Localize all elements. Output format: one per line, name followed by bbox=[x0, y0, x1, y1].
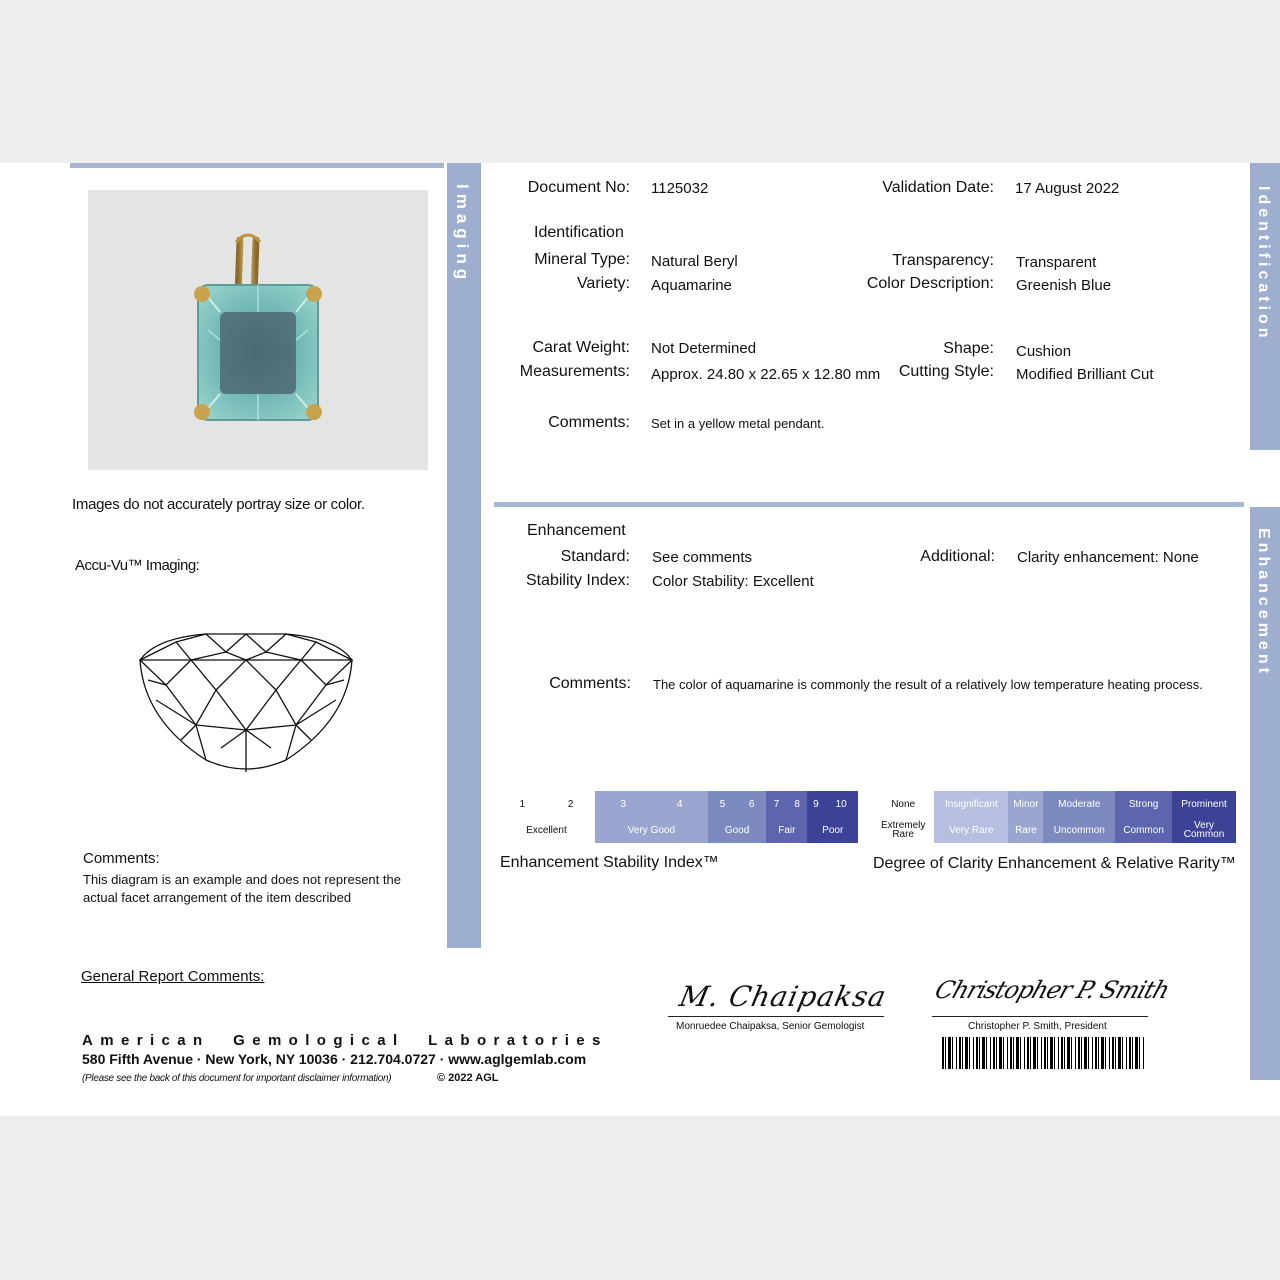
imaging-comments-line2: actual facet arrangement of the item described bbox=[83, 890, 352, 905]
enhancement-tab-label: Enhancement bbox=[1255, 528, 1272, 677]
stability-number: 7 bbox=[766, 791, 787, 817]
rarity-line-1: Common bbox=[1123, 824, 1164, 836]
signature-line-2 bbox=[932, 1016, 1148, 1017]
rarity-line-1: Very bbox=[1194, 820, 1215, 831]
stability-number-row bbox=[498, 791, 858, 817]
rarity-cell bbox=[872, 817, 934, 843]
rarity-line-1: Uncommon bbox=[1053, 824, 1105, 836]
stability-number: 2 bbox=[546, 791, 594, 817]
additional: Clarity enhancement: None bbox=[1017, 549, 1199, 566]
copyright: © 2022 AGL bbox=[437, 1072, 499, 1084]
clarity-degree: Strong bbox=[1115, 791, 1172, 817]
enhancement-comments-label: Comments: bbox=[549, 675, 631, 692]
transparency-label: Transparency: bbox=[892, 252, 994, 269]
signer-2-name: Christopher P. Smith, President bbox=[968, 1021, 1107, 1032]
clarity-scale bbox=[872, 791, 1236, 843]
stability-grade: Good bbox=[708, 817, 766, 843]
stability-grade: Fair bbox=[766, 817, 807, 843]
rarity-line-2: Rare bbox=[892, 829, 914, 840]
variety: Aquamarine bbox=[651, 277, 732, 294]
facet-diagram bbox=[136, 630, 356, 775]
stability-grade: Excellent bbox=[498, 817, 595, 843]
rarity-line-1: Very Rare bbox=[949, 824, 994, 836]
validation-date-label: Validation Date: bbox=[882, 179, 994, 196]
mineral-type-label: Mineral Type: bbox=[534, 251, 630, 268]
stability-grade: Very Good bbox=[595, 817, 708, 843]
stability-number: 6 bbox=[737, 791, 766, 817]
stability-number: 5 bbox=[708, 791, 737, 817]
carat-weight: Not Determined bbox=[651, 340, 757, 357]
signature-chaipaksa: M. Chaipaksa bbox=[676, 980, 890, 1013]
accu-vu-label: Accu-Vu™ Imaging: bbox=[75, 557, 200, 574]
identification-tab-label: Identification bbox=[1255, 186, 1272, 342]
cutting-style-label: Cutting Style: bbox=[898, 363, 994, 380]
shape: Cushion bbox=[1016, 343, 1072, 360]
stability-number: 4 bbox=[651, 791, 707, 817]
aquamarine-pendant-image bbox=[88, 190, 428, 470]
stability-number: 9 bbox=[807, 791, 824, 817]
rarity-line-1: Rare bbox=[1015, 824, 1037, 836]
enhancement-heading: Enhancement bbox=[527, 522, 626, 539]
general-report-comments: General Report Comments: bbox=[81, 968, 265, 985]
identification-comments: Set in a yellow metal pendant. bbox=[651, 416, 825, 431]
stability-grade-row bbox=[498, 817, 858, 843]
back-disclaimer: (Please see the back of this document for important disclaimer information) bbox=[82, 1073, 392, 1084]
stability-number: 10 bbox=[824, 791, 858, 817]
clarity-degree: Prominent bbox=[1172, 791, 1236, 817]
additional-label: Additional: bbox=[920, 548, 995, 565]
clarity-scale-caption: Degree of Clarity Enhancement & Relative Rarity™ bbox=[873, 855, 1236, 872]
measurements: Approx. 24.80 x 22.65 x 12.80 mm bbox=[651, 366, 881, 383]
imaging-top-rule bbox=[70, 163, 444, 168]
stability-index: Color Stability: Excellent bbox=[652, 573, 814, 590]
stability-number: 1 bbox=[498, 791, 546, 817]
clarity-degree: None bbox=[872, 791, 934, 817]
measurements-label: Measurements: bbox=[519, 363, 630, 380]
rarity-cell bbox=[1008, 817, 1043, 843]
transparency: Transparent bbox=[1016, 254, 1097, 271]
document-no-label: Document No: bbox=[527, 179, 630, 196]
signature-smith: Christopher P. Smith bbox=[931, 976, 1173, 1004]
signature-line-1 bbox=[668, 1016, 884, 1017]
rarity-cell bbox=[1172, 817, 1236, 843]
standard-label: Standard: bbox=[560, 548, 630, 565]
rarity-cell bbox=[1043, 817, 1115, 843]
imaging-disclaimer: Images do not accurately portray size or color. bbox=[72, 496, 365, 513]
stability-scale bbox=[498, 791, 858, 843]
imaging-comments-label: Comments: bbox=[83, 850, 160, 867]
barcode bbox=[942, 1037, 1144, 1069]
color-description-label: Color Description: bbox=[866, 275, 994, 292]
mineral-type: Natural Beryl bbox=[651, 253, 738, 270]
gem-photo bbox=[88, 190, 428, 470]
stability-index-label: Stability Index: bbox=[525, 572, 630, 589]
clarity-degree: Moderate bbox=[1043, 791, 1115, 817]
clarity-degree-row bbox=[872, 791, 1236, 817]
color-description: Greenish Blue bbox=[1016, 277, 1112, 294]
imaging-comments-line1: This diagram is an example and does not represent the bbox=[83, 872, 401, 887]
stability-grade: Poor bbox=[807, 817, 858, 843]
enhancement-comments: The color of aquamarine is commonly the result of a relatively low temperature heating process. bbox=[653, 677, 1203, 692]
stability-scale-caption: Enhancement Stability Index™ bbox=[500, 854, 719, 871]
clarity-rarity-row bbox=[872, 817, 1236, 843]
rarity-line-2: Common bbox=[1183, 829, 1225, 840]
shape-label: Shape: bbox=[943, 340, 994, 357]
cutting-style: Modified Brilliant Cut bbox=[1016, 366, 1154, 383]
signer-1-name: Monruedee Chaipaksa, Senior Gemologist bbox=[676, 1021, 865, 1032]
rarity-line-1: Extremely bbox=[880, 820, 926, 831]
standard: See comments bbox=[652, 549, 753, 566]
rarity-cell bbox=[1115, 817, 1172, 843]
validation-date: 17 August 2022 bbox=[1015, 180, 1120, 197]
clarity-degree: Minor bbox=[1008, 791, 1043, 817]
lab-name: American Gemological Laboratories bbox=[82, 1032, 608, 1049]
identification-comments-label: Comments: bbox=[548, 414, 630, 431]
stability-number: 3 bbox=[595, 791, 651, 817]
imaging-tab-label: Imaging bbox=[453, 184, 472, 285]
variety-label: Variety: bbox=[576, 275, 630, 292]
rarity-cell bbox=[934, 817, 1008, 843]
document-no: 1125032 bbox=[651, 180, 709, 197]
carat-weight-label: Carat Weight: bbox=[532, 339, 630, 356]
stability-number: 8 bbox=[787, 791, 808, 817]
clarity-degree: Insignificant bbox=[934, 791, 1008, 817]
lab-address: 580 Fifth Avenue · New York, NY 10036 · 212.704.0727 · www.aglgemlab.com bbox=[82, 1051, 587, 1067]
section-divider bbox=[494, 502, 1244, 507]
identification-heading: Identification bbox=[534, 224, 624, 241]
